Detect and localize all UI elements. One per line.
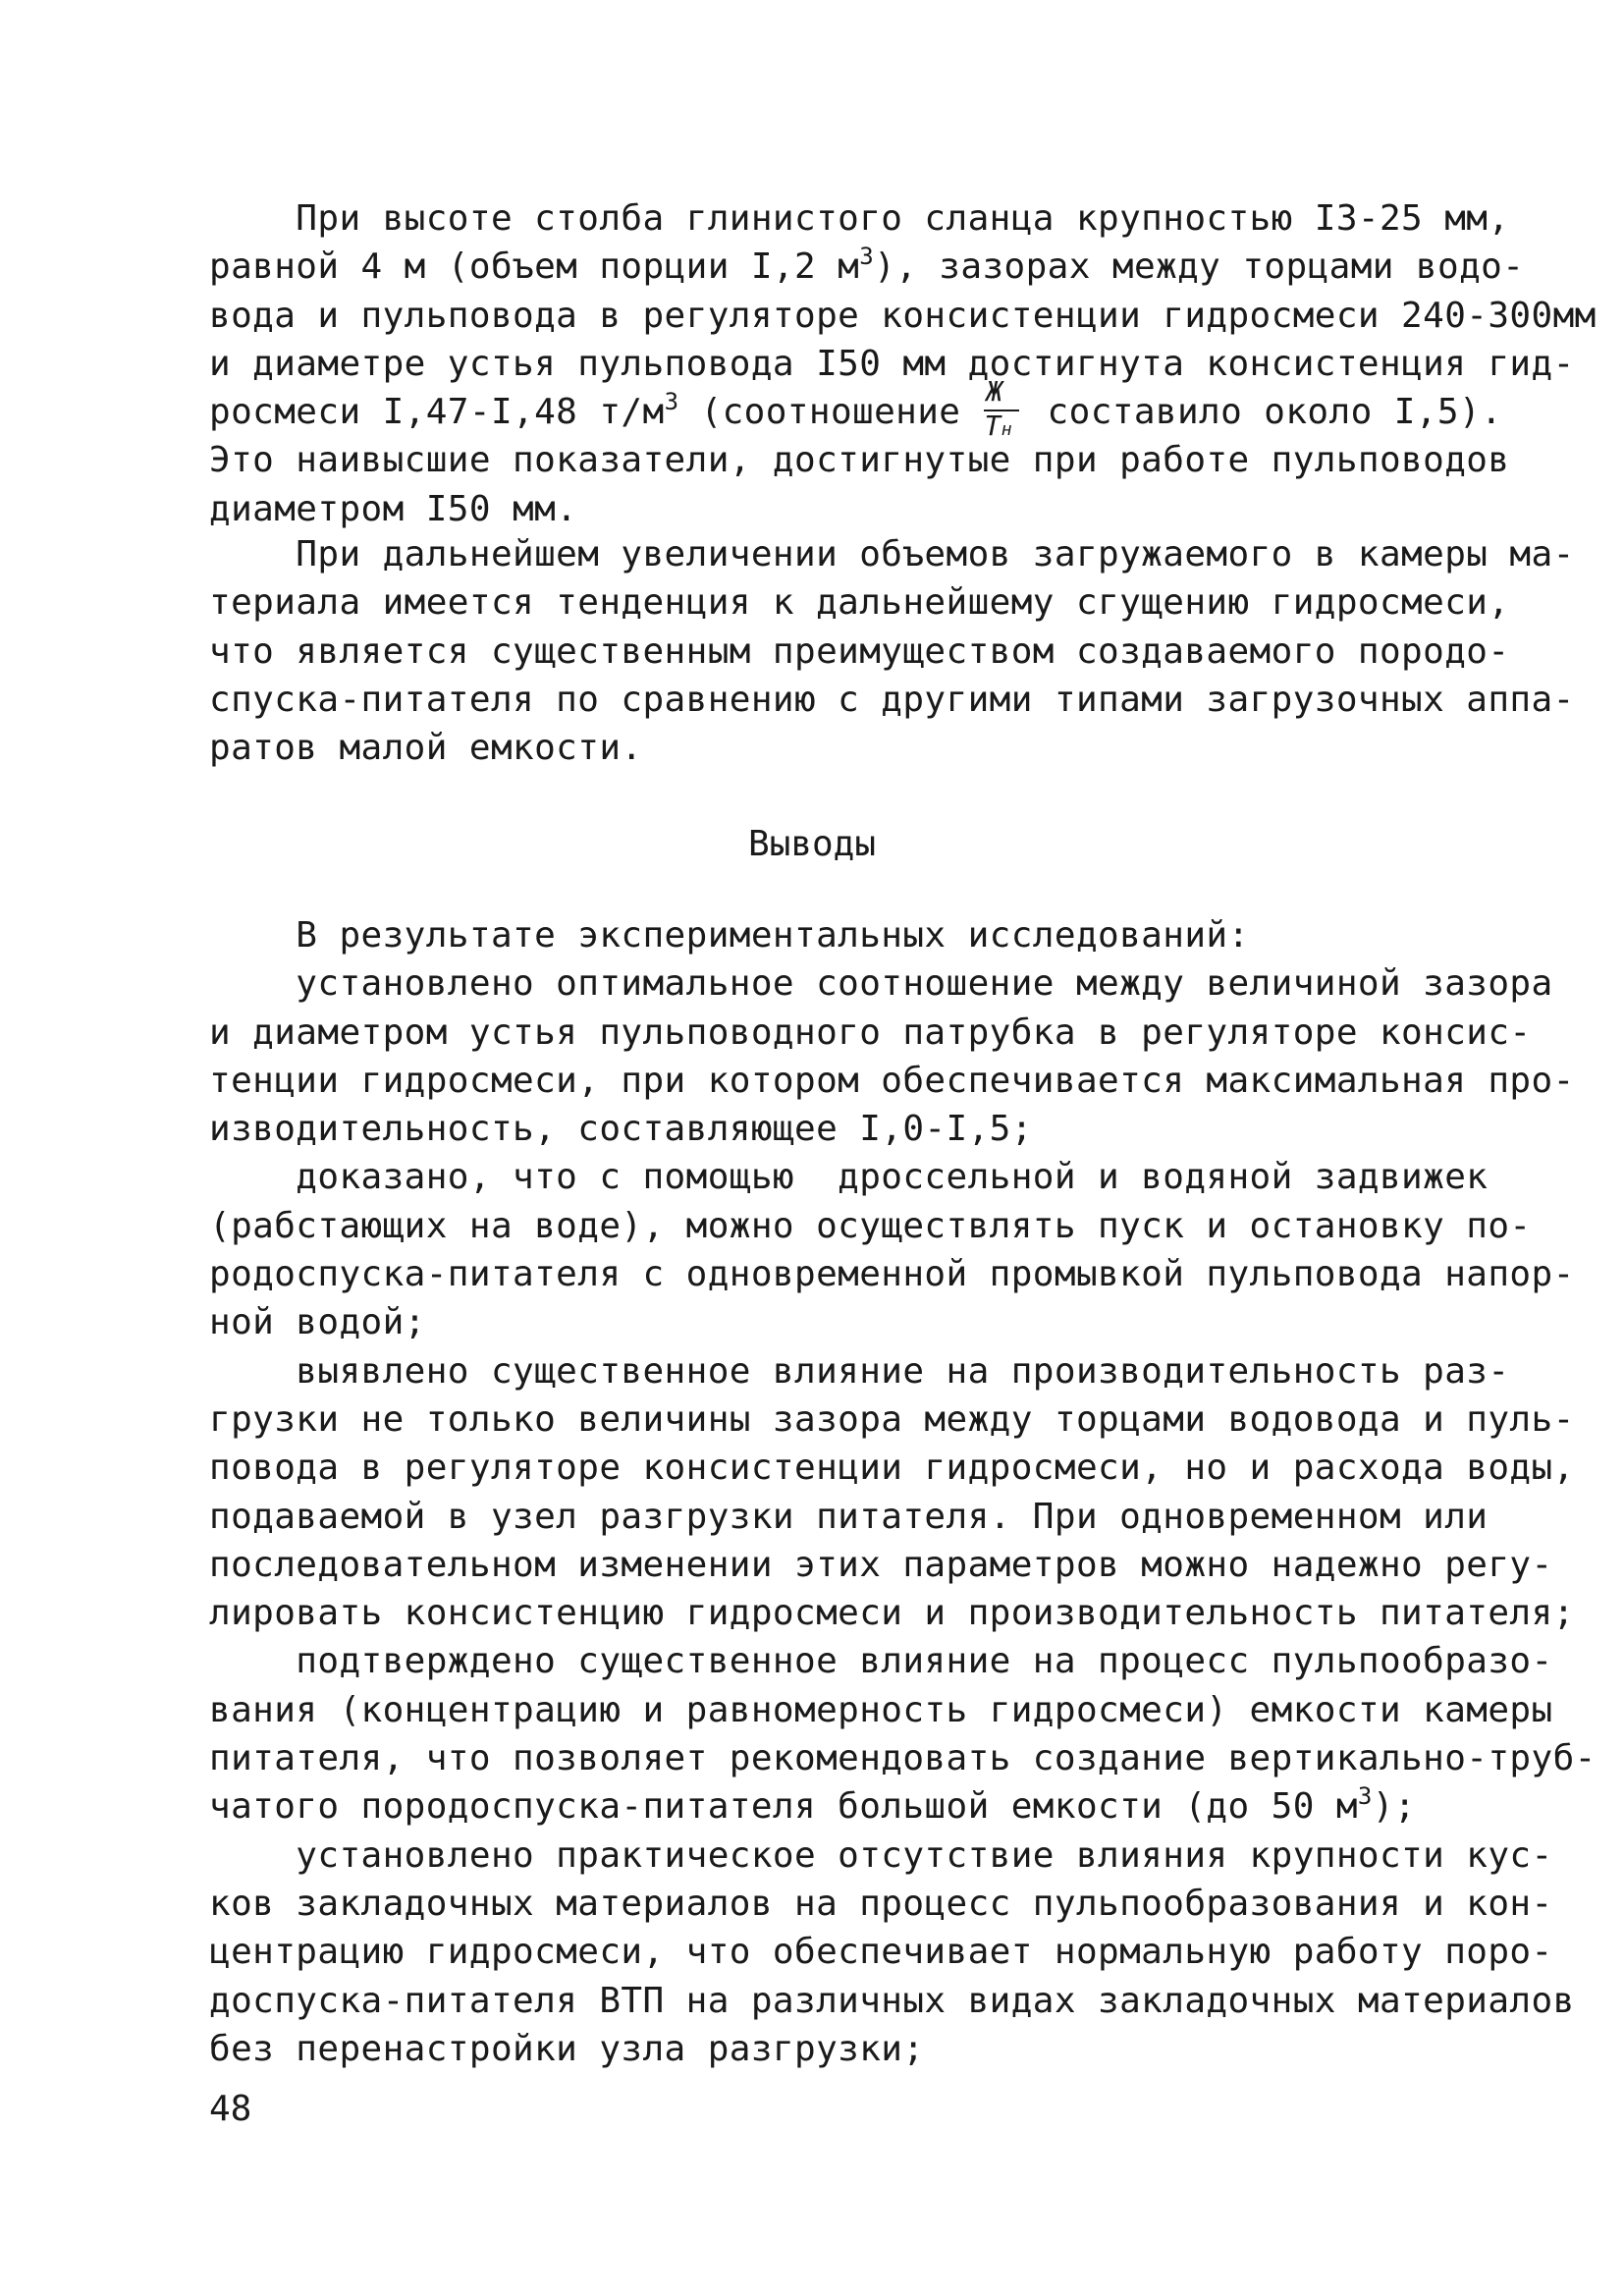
text-line: последовательном изменении этих параметров можно надежно регу- <box>209 1544 1553 1585</box>
text-fragment: ); <box>1372 1786 1416 1828</box>
text-line: ратов малой емкости. <box>209 728 643 769</box>
text-line <box>209 1782 1486 1831</box>
text-line: доспуска-питателя ВТП на различных видах закладочных материалов <box>209 1980 1575 2021</box>
text-line: центрацию гидросмеси, что обеспечивает нормальную работу поро- <box>209 1932 1553 1973</box>
superscript: 3 <box>859 243 875 271</box>
text-line: повода в регуляторе консистенции гидросмеси, но и расхода воды, <box>209 1448 1575 1489</box>
text-line: грузки не только величины зазора между торцами водовода и пуль- <box>209 1398 1575 1440</box>
fraction-numerator: Ж <box>986 375 1003 409</box>
text-line: и диаметром устья пульповодного патрубка в регуляторе консис- <box>209 1011 1532 1053</box>
text-line <box>209 243 1525 291</box>
paragraph-experiment-results <box>209 194 1597 533</box>
page-number: 48 <box>209 2089 252 2129</box>
text-fragment: равной 4 м (объем порции I,2 м <box>209 246 860 288</box>
text-line: установлено оптимальное соотношение между величиной зазора <box>209 963 1553 1005</box>
text-line: вания (концентрацию и равномерность гидросмеси) емкости камеры <box>209 1689 1553 1730</box>
text-fragment: росмеси I,47-I,48 т/м <box>209 392 665 433</box>
text-line: Это наивысшие показатели, достигнутые при работе пульповодов <box>209 440 1510 481</box>
text-line: териала имеется тенденция к дальнейшему сгущению гидросмеси, <box>209 582 1510 624</box>
section-heading: Выводы <box>747 824 877 864</box>
text-line: При высоте столба глинистого сланца крупностью I3-25 мм, <box>209 198 1510 239</box>
superscript: 3 <box>1357 1782 1373 1811</box>
text-line <box>209 375 1503 443</box>
text-line: ной водой; <box>209 1302 426 1343</box>
text-line: подаваемой в узел разгрузки питателя. При одновременном или <box>209 1496 1489 1537</box>
denominator-main: Т <box>984 410 1001 443</box>
text-line: лировать консистенцию гидросмеси и производительность питателя; <box>209 1593 1575 1634</box>
text-line: питателя, что позволяет рекомендовать создание вертикально-труб- <box>209 1738 1597 1779</box>
text-line: установлено практическое отсутствие влияния крупности кус- <box>209 1834 1553 1876</box>
text-fragment: ), зазорах между торцами водо- <box>874 246 1525 288</box>
text-line: При дальнейшем увеличении объемов загружаемого в камеры ма- <box>209 534 1575 574</box>
superscript: 3 <box>664 388 679 416</box>
text-line: спуска-питателя по сравнению с другими типами загрузочных аппа- <box>209 679 1575 720</box>
text-line: подтверждено существенное влияние на процесс пульпообразо- <box>209 1641 1553 1682</box>
text-fragment: чатого породоспуска-питателя большой емкости (до 50 м <box>209 1786 1358 1828</box>
text-line: В результате экспериментальных исследований: <box>209 915 1250 956</box>
text-line: что является существенным преимуществом создаваемого породо- <box>209 630 1510 672</box>
text-line: доказано, что с помощью дроссельной и водяной задвижек <box>209 1157 1489 1198</box>
text-line: выявлено существенное влияние на производительность раз- <box>209 1350 1510 1392</box>
text-line: без перенастройки узла разгрузки; <box>209 2028 925 2069</box>
conclusions-list <box>209 911 1597 2073</box>
text-line: и диаметре устья пульповода I50 мм достигнута консистенция гид- <box>209 343 1575 384</box>
paragraph-further-increase <box>209 530 1575 772</box>
text-line: (рабстающих на воде), можно осуществлять пуск и остановку по- <box>209 1205 1532 1246</box>
text-line: вода и пульповода в регуляторе консистенции гидросмеси 240-300мм <box>209 295 1597 336</box>
text-line: тенции гидросмеси, при котором обеспечивается максимальная про- <box>209 1060 1575 1101</box>
text-line: ков закладочных материалов на процесс пульпообразования и кон- <box>209 1883 1553 1924</box>
text-line: диаметром I50 мм. <box>209 488 578 529</box>
denominator-subscript: н <box>1001 419 1012 441</box>
fraction-denominator <box>984 412 1012 444</box>
ratio-fraction <box>982 375 1025 443</box>
text-line: родоспуска-питателя с одновременной промывкой пульповода напор- <box>209 1254 1575 1295</box>
text-fragment: (соотношение <box>678 392 983 433</box>
text-line: изводительность, составляющее I,0-I,5; <box>209 1109 1033 1150</box>
text-fragment: составило около I,5). <box>1025 392 1503 433</box>
